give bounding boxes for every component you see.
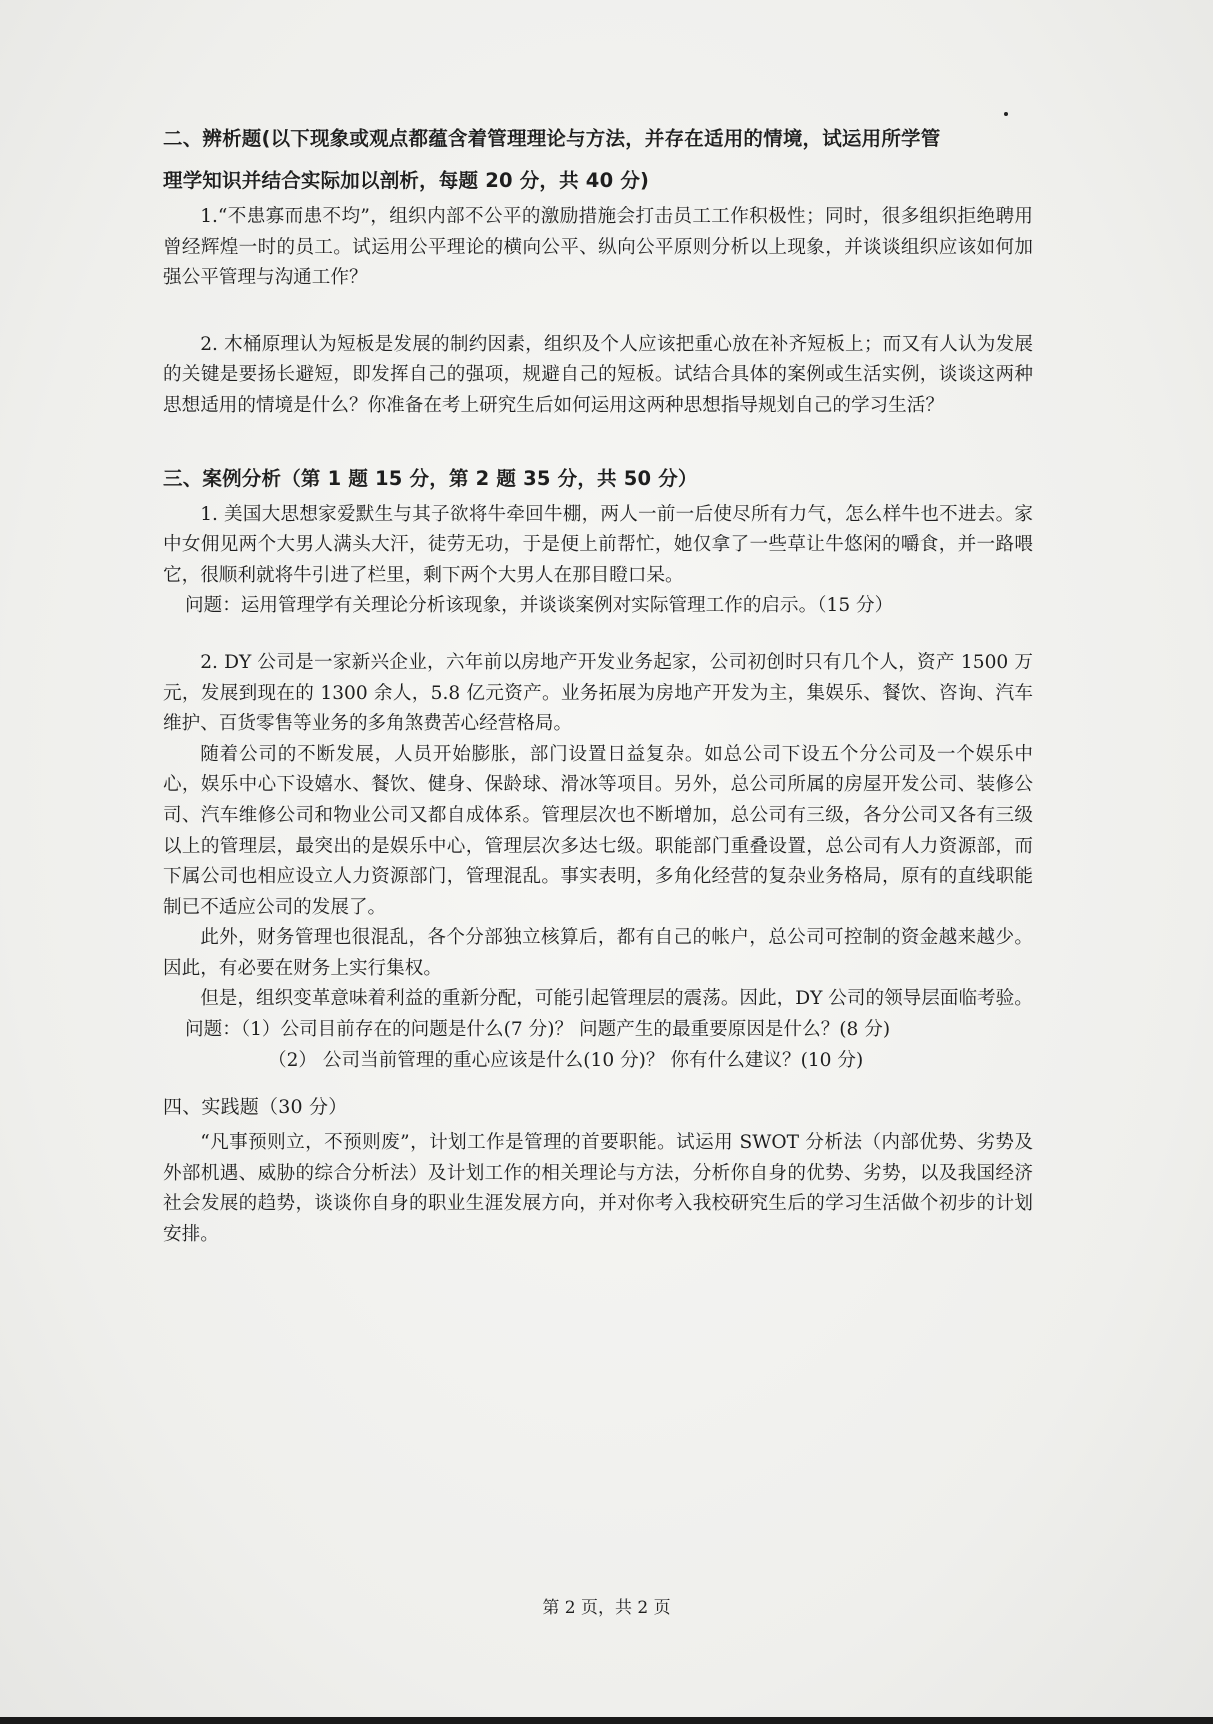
exam-content: [163, 118, 1033, 1251]
section-2-heading-line2: 理学知识并结合实际加以剖析，每题 20 分，共 40 分): [163, 169, 650, 192]
page-number-footer: 第 2 页，共 2 页: [542, 1598, 671, 1618]
ink-dot: [1004, 112, 1008, 116]
scan-edge: [0, 1717, 1213, 1724]
section-3: [163, 458, 1033, 1077]
section-2-question-2: 2. 木桶原理认为短板是发展的制约因素，组织及个人应该把重心放在补齐短板上；而又有人认为发展的关键是要扬长避短，即发挥自己的强项，规避自己的短板。试结合具体的案例或生活实例，谈谈这两种思想适用的情境是什么？你准备在考上研究生后如何运用这两种思想指导规划自己的学习生活？: [163, 333, 1033, 416]
section-3-heading: 三、案例分析（第 1 题 15 分，第 2 题 35 分，共 50 分）: [163, 466, 698, 490]
case-2-paragraph-4: 但是，组织变革意味着利益的重新分配，可能引起管理层的震荡。因此，DY 公司的领导层面临考验。: [200, 988, 1033, 1010]
case-1-text: 1. 美国大思想家爱默生与其子欲将牛牵回牛棚，两人一前一后使尽所有力气，怎么样牛也不进去。家中女佣见两个大男人满头大汗，徒劳无功，于是便上前帮忙，她仅拿了一些草让牛悠闲的嚼食，并一路喂它，很顺利就将牛引进了栏里，剩下两个大男人在那目瞪口呆。: [163, 503, 1033, 586]
section-4-text: “凡事预则立，不预则废”，计划工作是管理的首要职能。试运用 SWOT 分析法（内部优势、劣势及外部机遇、威胁的综合分析法）及计划工作的相关理论与方法，分析你自身的优势、劣势，以及我国经济社会发展的趋势，谈谈你自身的职业生涯发展方向，并对你考入我校研究生后的学习生活做个初步的计划安排。: [163, 1132, 1033, 1246]
case-2-question-2: （2） 公司当前管理的重心应该是什么(10 分)？ 你有什么建议？(10 分): [268, 1049, 864, 1071]
case-2-paragraph-1: 2. DY 公司是一家新兴企业，六年前以房地产开发业务起家，公司初创时只有几个人，资产 1500 万元，发展到现在的 1300 余人，5.8 亿元资产。业务拓展为房地产开发为主，集娱乐、餐饮、咨询、汽车维护、百货零售等业务的多角煞费苦心经营格局。: [163, 651, 1033, 735]
case-2-paragraph-3: 此外，财务管理也很混乱，各个分部独立核算后，都有自己的帐户，总公司可控制的资金越来越少。因此，有必要在财务上实行集权。: [163, 927, 1033, 979]
section-2-heading-line1: 二、辨析题(以下现象或观点都蕴含着管理理论与方法，并存在适用的情境，试运用所学管: [163, 127, 941, 150]
case-2-paragraph-2: 随着公司的不断发展，人员开始膨胀，部门设置日益复杂。如总公司下设五个分公司及一个娱乐中心，娱乐中心下设嬉水、餐饮、健身、保龄球、滑冰等项目。另外，总公司所属的房屋开发公司、装修公司、汽车维修公司和物业公司又都自成体系。管理层次也不断增加，总公司有三级，各分公司又各有三级以上的管理层，最突出的是娱乐中心，管理层次多达七级。职能部门重叠设置，总公司有人力资源部，而下属公司也相应设立人力资源部门，管理混乱。事实表明，多角化经营的复杂业务格局，原有的直线职能制已不适应公司的发展了。: [163, 743, 1033, 918]
case-2-question-1: 问题：（1）公司目前存在的问题是什么(7 分)？ 问题产生的最重要原因是什么？(8 分): [185, 1019, 891, 1041]
case-1-question: 问题：运用管理学有关理论分析该现象，并谈谈案例对实际管理工作的启示。（15 分）: [185, 595, 894, 617]
section-4-heading: 四、实践题（30 分）: [163, 1096, 348, 1119]
section-4: [163, 1086, 1033, 1250]
section-2-question-1: 1.“不患寡而患不均”，组织内部不公平的激励措施会打击员工工作积极性；同时，很多组织拒绝聘用曾经辉煌一时的员工。试运用公平理论的横向公平、纵向公平原则分析以上现象，并谈谈组织应该如何加强公平管理与沟通工作？: [163, 206, 1033, 289]
section-2: [163, 118, 1033, 422]
